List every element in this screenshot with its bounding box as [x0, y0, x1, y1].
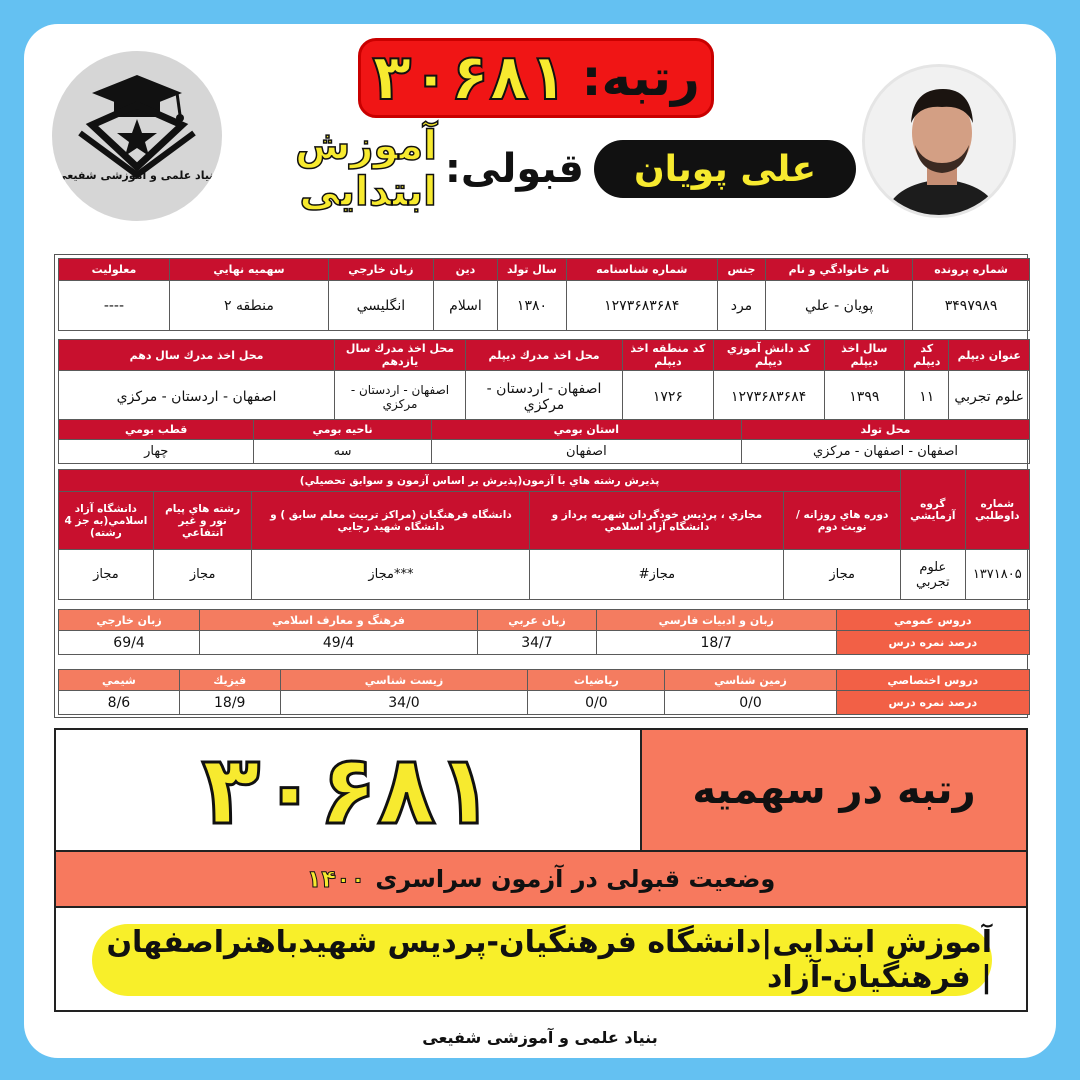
table-cell: مجاز — [784, 550, 901, 600]
table-header: زبان خارجي — [59, 610, 200, 631]
table-header: فيزيك — [179, 670, 280, 691]
diploma-table — [58, 339, 1030, 423]
accept-label: قبولی: — [444, 146, 584, 192]
specialized-courses-table — [58, 669, 1030, 715]
table-header-row — [59, 470, 1030, 492]
rank-banner — [358, 38, 714, 118]
status-text: وضعیت قبولی در آزمون سراسری — [375, 865, 776, 893]
admission-result: آموزش ابتدایی|دانشگاه فرهنگیان-پردیس شهیدباهنراصفهان | فرهنگیان-آزاد — [92, 924, 992, 996]
table-cell: علوم تجربي — [901, 550, 965, 600]
table-header: گروه آزمايشي — [901, 470, 965, 550]
table-cell: اصفهان - اردستان - مركزي — [465, 371, 622, 423]
table-header: دروس اختصاصي — [836, 670, 1029, 691]
table-cell: ۳۴۹۷۹۸۹ — [913, 281, 1030, 331]
table-row — [59, 440, 1030, 464]
rank-summary — [54, 728, 1028, 1012]
table-cell: انگليسي — [329, 281, 434, 331]
table-header: دين — [433, 259, 497, 281]
table-header: ناحيه بومي — [254, 420, 431, 440]
table-header: جنس — [717, 259, 765, 281]
table-header: محل اخذ مدرك سال يازدهم — [335, 340, 466, 371]
table-header: زبان و ادبيات فارسي — [596, 610, 836, 631]
quota-rank-value: ۳۰۶۸۱ — [201, 734, 495, 846]
table-header: رشته هاي پيام نور و غير انتفاعي — [153, 492, 252, 550]
table-group-header: پذيرش رشته هاي با آزمون(پذيرش بر اساس آزمون و سوابق تحصيلي) — [59, 470, 901, 492]
table-header: رياضيات — [528, 670, 665, 691]
table-cell: مجاز — [153, 550, 252, 600]
table-header: مجازي ، پرديس خودگردان شهريه پرداز و دانشگاه آزاد اسلامي — [530, 492, 784, 550]
table-cell: ۱۳۷۱۸۰۵ — [965, 550, 1029, 600]
table-header: زمين شناسي — [665, 670, 836, 691]
table-header: محل اخذ مدرك سال دهم — [59, 340, 335, 371]
table-header: زبان خارجي — [329, 259, 434, 281]
table-cell: ۱۷۲۶ — [623, 371, 714, 423]
table-header: دروس عمومي — [836, 610, 1029, 631]
table-header-row — [59, 670, 1030, 691]
table-header: سال اخذ ديپلم — [824, 340, 905, 371]
table-cell: 18/7 — [596, 631, 836, 655]
person-icon — [865, 67, 1016, 218]
table-cell: اصفهان - اردستان - مركزي — [335, 371, 466, 423]
table-row — [59, 550, 1030, 600]
quota-rank-label: رتبه در سهمیه — [640, 730, 1026, 850]
table-header: سهميه نهايي — [169, 259, 328, 281]
table-header: سال تولد — [498, 259, 566, 281]
table-cell: سه — [254, 440, 431, 464]
table-cell: اصفهان - اصفهان - مركزي — [741, 440, 1029, 464]
table-row — [59, 631, 1030, 655]
table-cell: 49/4 — [200, 631, 478, 655]
table-header: استان بومي — [431, 420, 741, 440]
table-cell: مرد — [717, 281, 765, 331]
table-header: شماره پرونده — [913, 259, 1030, 281]
table-cell: ۱۲۷۳۶۸۳۶۸۴ — [566, 281, 717, 331]
table-header: محل تولد — [741, 420, 1029, 440]
table-header: شماره شناسنامه — [566, 259, 717, 281]
table-header: عنوان ديپلم — [949, 340, 1030, 371]
table-header: شماره داوطلبي — [965, 470, 1029, 550]
table-header: قطب بومي — [59, 420, 254, 440]
table-header: زيست شناسي — [280, 670, 528, 691]
table-cell: ۱۳۸۰ — [498, 281, 566, 331]
table-header: كد دانش آموزي ديپلم — [713, 340, 824, 371]
table-cell: منطقه ۲ — [169, 281, 328, 331]
table-cell: 8/6 — [59, 691, 180, 715]
logo-caption: بنیاد علمی و آموزشی شفیعی — [56, 169, 218, 182]
table-header: فرهنگ و معارف اسلامي — [200, 610, 478, 631]
report-card — [54, 254, 1028, 718]
table-cell: 69/4 — [59, 631, 200, 655]
table-header-row — [59, 492, 1030, 550]
rank-value: ۳۰۶۸۱ — [372, 41, 568, 115]
personal-info-table — [58, 258, 1030, 331]
table-header: درصد نمره درس — [836, 631, 1029, 655]
table-header: محل اخذ مدرك ديپلم — [465, 340, 622, 371]
admission-table — [58, 469, 1030, 600]
table-header: زبان عربي — [478, 610, 597, 631]
table-header: معلوليت — [59, 259, 170, 281]
rank-label: رتبه: — [581, 49, 700, 107]
table-cell: ***مجاز — [252, 550, 530, 600]
table-header: كد منطقه اخذ ديپلم — [623, 340, 714, 371]
table-cell: 0/0 — [528, 691, 665, 715]
table-header: دانشگاه فرهنگيان (مراكز تربيت معلم سابق ) و دانشگاه شهيد رجايي — [252, 492, 530, 550]
table-header: دوره هاي روزانه / نوبت دوم — [784, 492, 901, 550]
table-cell: ۱۲۷۳۶۸۳۶۸۴ — [713, 371, 824, 423]
table-header: دانشگاه آزاد اسلامي(به جز 4 رشته) — [59, 492, 154, 550]
table-cell: 34/0 — [280, 691, 528, 715]
table-header-row — [59, 420, 1030, 440]
table-cell: 34/7 — [478, 631, 597, 655]
table-cell: ۱۳۹۹ — [824, 371, 905, 423]
profile-photo — [862, 64, 1016, 218]
student-name: علی پویان — [594, 140, 856, 198]
footer-caption: بنیاد علمی و آموزشی شفیعی — [422, 1028, 658, 1047]
logo — [52, 51, 222, 221]
table-cell: ۱۱ — [905, 371, 949, 423]
table-header: شيمي — [59, 670, 180, 691]
table-row — [59, 691, 1030, 715]
table-cell: اسلام — [433, 281, 497, 331]
table-cell: علوم تجربي — [949, 371, 1030, 423]
table-cell: 18/9 — [179, 691, 280, 715]
table-header: كد ديپلم — [905, 340, 949, 371]
table-cell: مجاز# — [530, 550, 784, 600]
graduation-cap-icon — [52, 63, 222, 183]
table-cell: مجاز — [59, 550, 154, 600]
table-row — [59, 281, 1030, 331]
table-cell: اصفهان - اردستان - مركزي — [59, 371, 335, 423]
status-year: ۱۴۰۰ — [306, 865, 366, 893]
table-header: نام خانوادگي و نام — [766, 259, 913, 281]
accept-line — [214, 123, 584, 215]
table-cell: ---- — [59, 281, 170, 331]
table-header-row — [59, 340, 1030, 371]
accept-field: آموزش ابتدایی — [295, 123, 437, 215]
exam-status — [56, 850, 1026, 908]
table-cell: پويان - علي — [766, 281, 913, 331]
table-header-row — [59, 259, 1030, 281]
table-cell: 0/0 — [665, 691, 836, 715]
table-cell: اصفهان — [431, 440, 741, 464]
table-header-row — [59, 610, 1030, 631]
birthplace-table — [58, 419, 1030, 464]
table-header: درصد نمره درس — [836, 691, 1029, 715]
general-courses-table — [58, 609, 1030, 655]
table-row — [59, 371, 1030, 423]
table-cell: چهار — [59, 440, 254, 464]
